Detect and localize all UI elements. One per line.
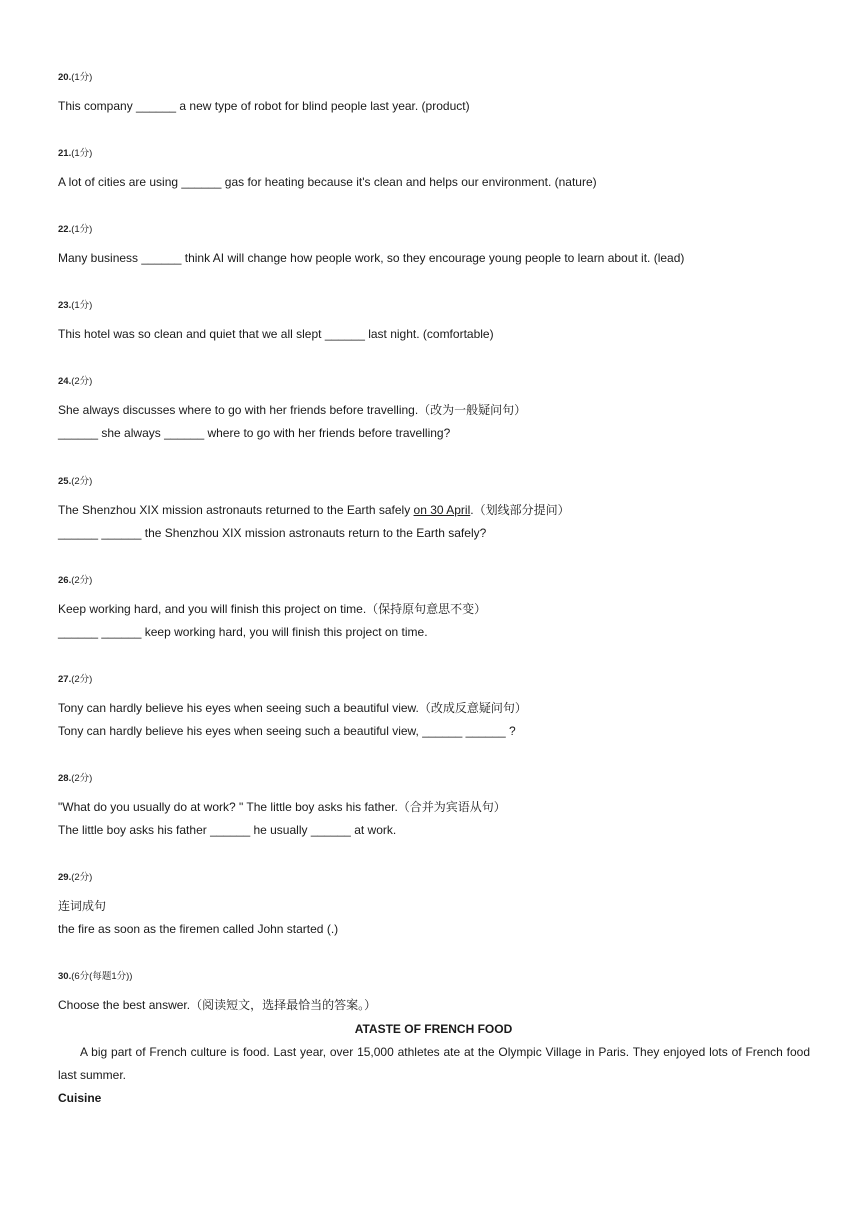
- question-number: 28.(2分): [58, 773, 93, 784]
- answer-line: The little boy asks his father ______ he usually ______ at work.: [58, 823, 397, 837]
- question-text: Tony can hardly believe his eyes when seeing such a beautiful view.（改成反意疑问句）: [58, 701, 527, 715]
- passage-title: ATASTE OF FRENCH FOOD: [354, 1022, 513, 1036]
- question-26: [58, 575, 818, 644]
- question-text: This hotel was so clean and quiet that we all slept ______ last night. (comfortable): [58, 327, 494, 341]
- question-30: [58, 971, 818, 1017]
- question-number: 26.(2分): [58, 575, 93, 586]
- question-text: 连词成句: [58, 899, 107, 913]
- question-number: 22.(1分): [58, 224, 93, 235]
- question-text: Many business ______ think AI will change how people work, so they encourage young people to learn about it. (lead): [58, 251, 685, 265]
- question-24: [58, 376, 818, 445]
- question-number: 27.(2分): [58, 674, 93, 685]
- question-20: [58, 72, 818, 118]
- question-number: 23.(1分): [58, 300, 93, 311]
- question-text: This company ______ a new type of robot for blind people last year. (product): [58, 99, 470, 113]
- question-number: 25.(2分): [58, 476, 93, 487]
- question-28: [58, 773, 818, 842]
- question-27: [58, 674, 818, 743]
- question-21: [58, 148, 818, 194]
- underlined-phrase: on 30 April: [413, 503, 471, 517]
- question-number: 30.(6分(每题1分)): [58, 971, 133, 982]
- question-number: 29.(2分): [58, 872, 93, 883]
- passage-subheading: Cuisine: [58, 1091, 102, 1105]
- question-text: A lot of cities are using ______ gas for heating because it's clean and helps our environment. (nature): [58, 175, 597, 189]
- answer-line: ______ ______ keep working hard, you will finish this project on time.: [58, 625, 428, 639]
- answer-line: Tony can hardly believe his eyes when seeing such a beautiful view, ______ ______ ?: [58, 724, 516, 738]
- answer-line: ______ she always ______ where to go with her friends before travelling?: [58, 426, 451, 440]
- question-25: [58, 476, 818, 545]
- question-number: 24.(2分): [58, 376, 93, 387]
- question-text: "What do you usually do at work? " The little boy asks his father.（合并为宾语从句）: [58, 800, 506, 814]
- question-29: [58, 872, 818, 941]
- question-text: Keep working hard, and you will finish this project on time.（保持原句意思不变）: [58, 602, 487, 616]
- question-22: [58, 224, 818, 270]
- answer-line: ______ ______ the Shenzhou XIX mission astronauts return to the Earth safely?: [58, 526, 487, 540]
- question-number: 20.(1分): [58, 72, 93, 83]
- question-text: She always discusses where to go with her friends before travelling.（改为一般疑问句）: [58, 403, 527, 417]
- question-23: [58, 300, 818, 346]
- answer-line: the fire as soon as the firemen called John started (.): [58, 922, 339, 936]
- question-text: The Shenzhou XIX mission astronauts returned to the Earth safely on 30 April.（划线部分提问）: [58, 503, 570, 517]
- question-text: Choose the best answer.（阅读短文，选择最恰当的答案。）: [58, 998, 377, 1012]
- passage-paragraph: A big part of French culture is food. Last year, over 15,000 athletes ate at the Olympic Village in Paris. They enjoyed lots of French food last summer.: [58, 1045, 810, 1082]
- question-number: 21.(1分): [58, 148, 93, 159]
